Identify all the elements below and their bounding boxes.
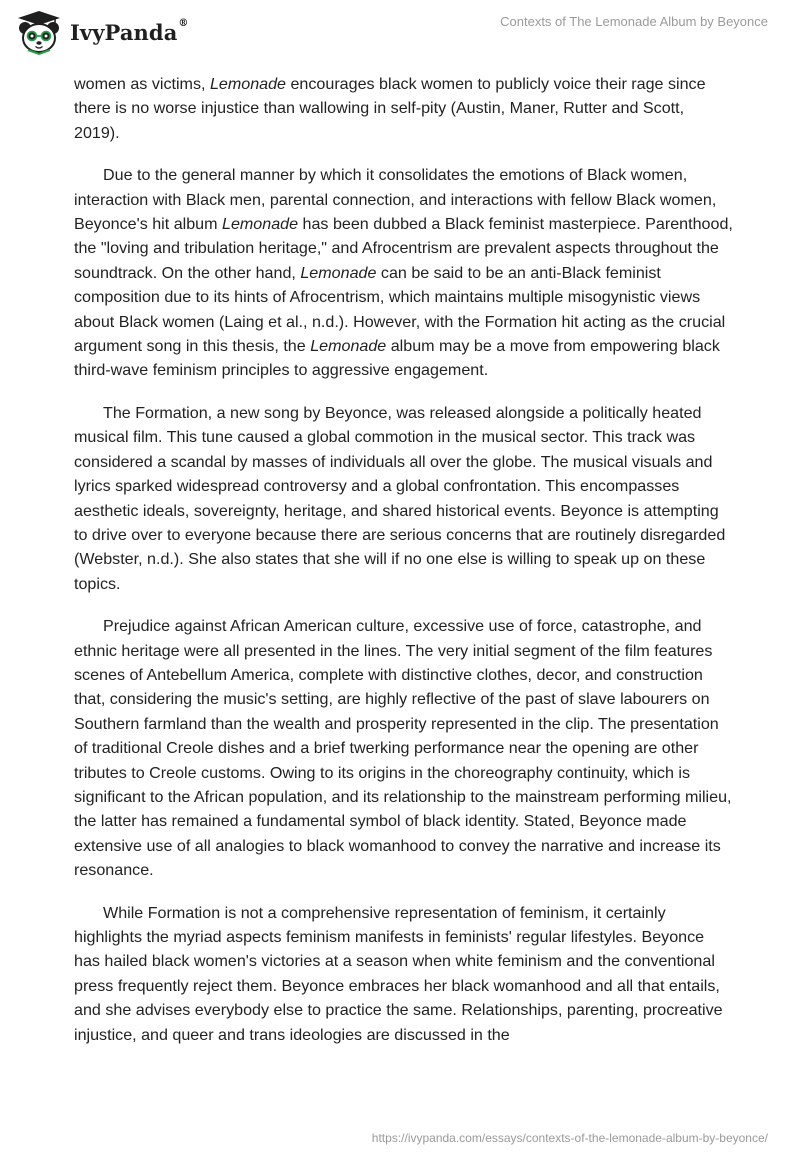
document-title: Contexts of The Lemonade Album by Beyonce (500, 14, 768, 29)
page-header (0, 0, 800, 60)
album-title-italic: Lemonade (209, 75, 286, 93)
paragraph-text: can be said to be an anti-Black feminist composition due to its hints of Afrocentrism, which maintains multiple misogynistic views about Black women (Laing et al., n.d.). However, with the Formation hit acting as the crucial argument song in this thesis, the (74, 263, 726, 356)
paragraph-text: women as victims, (74, 75, 210, 93)
paragraph: The Formation, a new song by Beyonce, was released alongside a politically heated musical film. This tune caused a global commotion in the musical sector. This track was considered a scandal by masses of individuals all over the globe. The musical visuals and lyrics sparked widespread controversy and a global confrontation. This encompasses aesthetic ideals, sovereignty, heritage, and shared historical events. Beyonce is attempting to drive over to everyone because there are serious concerns that are routinely disregarded (Webster, n.d.). She also states that she will if no one else is willing to speak up on these topics. (74, 403, 726, 593)
paragraph-text: Due to the general manner by which it consolidates the emotions of Black women, interaction with Black men, parental connection, and interactions with fellow Black women, Beyonce's hit album (74, 166, 717, 234)
album-title-italic: Lemonade (222, 215, 299, 234)
album-title-italic: Lemonade (300, 263, 377, 282)
brand-name: IvyPanda (70, 19, 178, 45)
paragraph: Prejudice against African American culture, excessive use of force, catastrophe, and ethnic heritage were all presented in the lines. The very initial segment of the film features scenes of Antebellum America, complete with distinctive clothes, decor, and construction that, considering the music's setting, are highly reflective of the past of slave labourers on Southern farmland than the wealth and prosperity represented in the clip. The presentation of traditional Creole dishes and a brief twerking performance near the opening are other tributes to Creole customs. Owing to its origins in the choreography continuity, which is significant to the African population, and its relationship to the mainstream performing milieu, the latter has remained a fundamental symbol of black identity. Stated, Beyonce made extensive use of all analogies to black womanhood to convey the narrative and increase its resonance. (74, 617, 732, 880)
panda-graduate-icon (14, 9, 64, 55)
paragraph-continued (74, 72, 734, 145)
ivypanda-logo[interactable] (14, 9, 189, 55)
paragraph: While Formation is not a comprehensive representation of feminism, it certainly highlights the myriad aspects feminism manifests in feminists' regular lifestyles. Beyonce has hailed black women's victories at a season when white feminism and the conventional press frequently reject them. Beyonce embraces her black womanhood and all that entails, and she advises everybody else to practice the same. Relationships, parenting, procreative injustice, and queer and trans ideologies are discussed in the (74, 903, 723, 1044)
paragraph-text: has been dubbed a Black feminist masterpiece. Parenthood, the "loving and tribulation heritage," and Afrocentrism are prevalent aspects throughout the soundtrack. On the other hand, (74, 215, 733, 282)
registered-mark: ® (178, 17, 189, 29)
paragraph-text: album may be a move from empowering black third-wave feminism principles to aggressive engagement. (74, 337, 720, 380)
essay-body (74, 72, 734, 1065)
album-title-italic: Lemonade (310, 337, 387, 356)
logo-wordmark (70, 17, 189, 45)
paragraph (74, 163, 734, 383)
paragraph-text: encourages black women to publicly voice their rage since there is no worse injustice than wallowing in self-pity (Austin, Maner, Rutter and Scott, 2019). (74, 75, 706, 142)
source-url[interactable]: https://ivypanda.com/essays/contexts-of-the-lemonade-album-by-beyonce/ (371, 1131, 768, 1145)
